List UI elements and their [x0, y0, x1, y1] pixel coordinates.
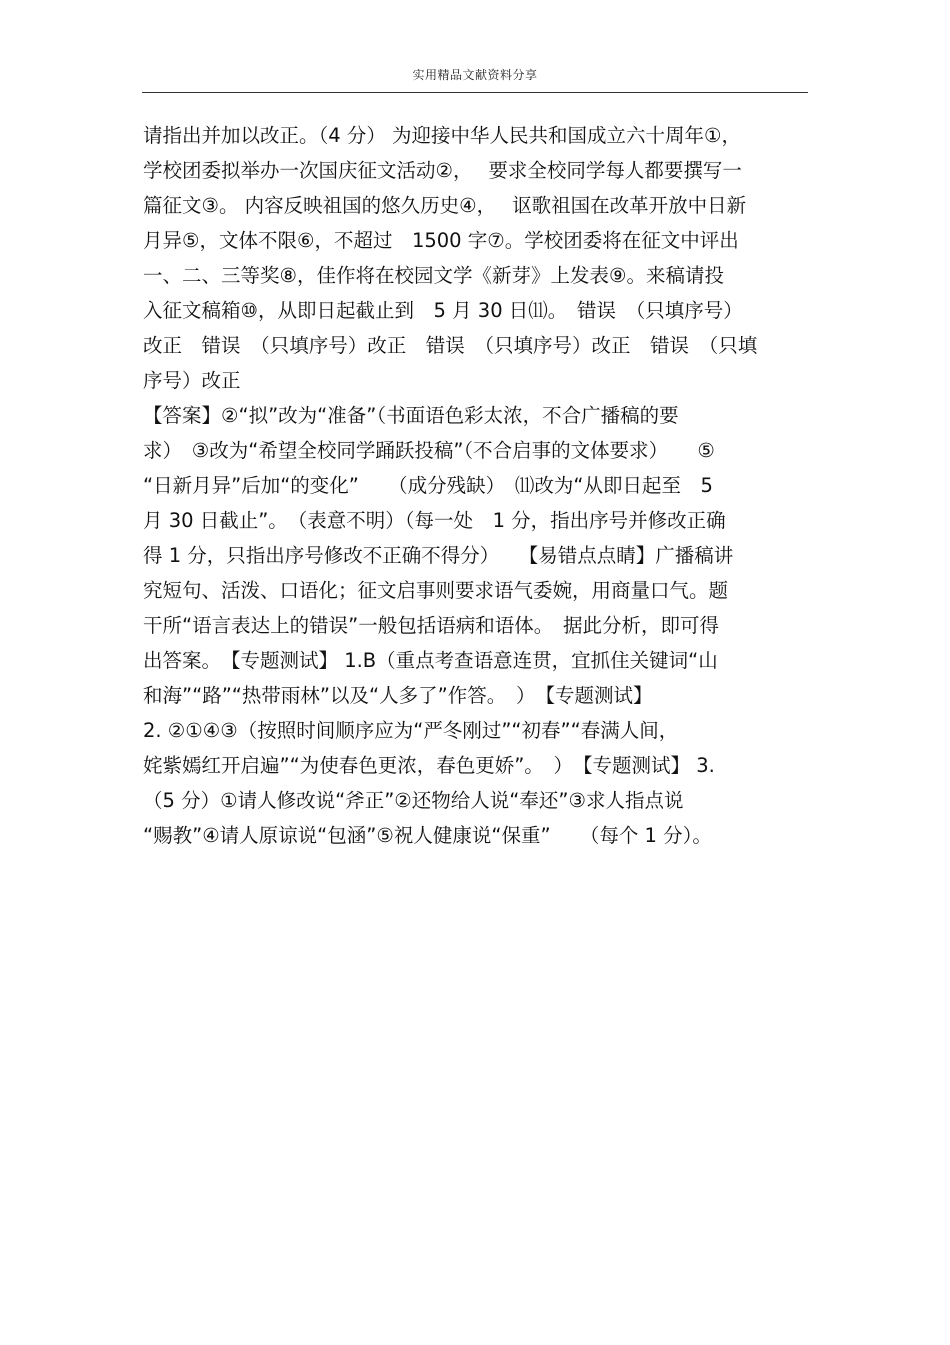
text-line: 干所“语言表达上的错误”一般包括语病和语体。 据此分析，即可得 — [143, 614, 719, 637]
text-line: 求） ③改为“希望全校同学踊跃投稿”（不合启事的文体要求） ⑤ — [143, 439, 715, 462]
text-line: （5 分）①请人修改说“斧正”②还物给人说“奉还”③求人指点说 — [143, 789, 684, 812]
text-line: 学校团委拟举办一次国庆征文活动②， 要求全校同学每人都要撰写一 — [143, 159, 742, 182]
text-line: 改正 错误 （只填序号）改正 错误 （只填序号）改正 错误 （只填 — [143, 334, 758, 357]
text-line: 篇征文③。 内容反映祖国的悠久历史④， 讴歌祖国在改革开放中日新 — [143, 194, 747, 217]
text-line: 姹紫嫣红开启遍”“为使春色更浓，春色更娇”。 ） 【专题测试】 3. — [143, 754, 715, 777]
text-line: 2. ②①④③（按照时间顺序应为“严冬刚过”“初春”“春满人间， — [143, 719, 679, 742]
text-line: 得 1 分，只指出序号修改不正确不得分） 【易错点点睛】广播稿讲 — [143, 544, 734, 567]
text-line: 出答案。 【专题测试】 1.B（重点考查语意连贯，宜抓住关键词“山 — [143, 649, 718, 672]
text-line: 入征文稿箱⑩，从即日起截止到 5 月 30 日⑾。 错误 （只填序号） — [143, 299, 743, 322]
text-line: “赐教”④请人原谅说“包涵”⑤祝人健康说“保重” （每个 1 分）。 — [143, 824, 712, 847]
text-line: 月异⑤，文体不限⑥，不超过 1500 字⑦。学校团委将在征文中评出 — [143, 229, 739, 252]
text-line: 月 30 日截止”。 （表意不明）（每一处 1 分，指出序号并修改正确 — [143, 509, 726, 532]
text-line: 和海”“路”“热带雨林”以及“人多了”作答。 ） 【专题测试】 — [143, 684, 653, 707]
document-body — [143, 118, 813, 853]
header-divider — [142, 92, 808, 93]
text-line: 序号）改正 — [143, 369, 241, 392]
text-line: 究短句、活泼、口语化；征文启事则要求语气委婉，用商量口气。题 — [143, 579, 729, 602]
text-line: 【答案】②“拟”改为“准备”（书面语色彩太浓，不合广播稿的要 — [143, 404, 679, 427]
text-line: 请指出并加以改正。（4 分） 为迎接中华人民共和国成立六十周年①， — [143, 124, 742, 147]
text-line: 一、二、三等奖⑧，佳作将在校园文学《新芽》上发表⑨。来稿请投 — [143, 264, 724, 287]
text-line: “日新月异”后加“的变化” （成分残缺） ⑾改为“从即日起至 5 — [143, 474, 713, 497]
page-header-title: 实用精品文献资料分享 — [412, 68, 538, 82]
